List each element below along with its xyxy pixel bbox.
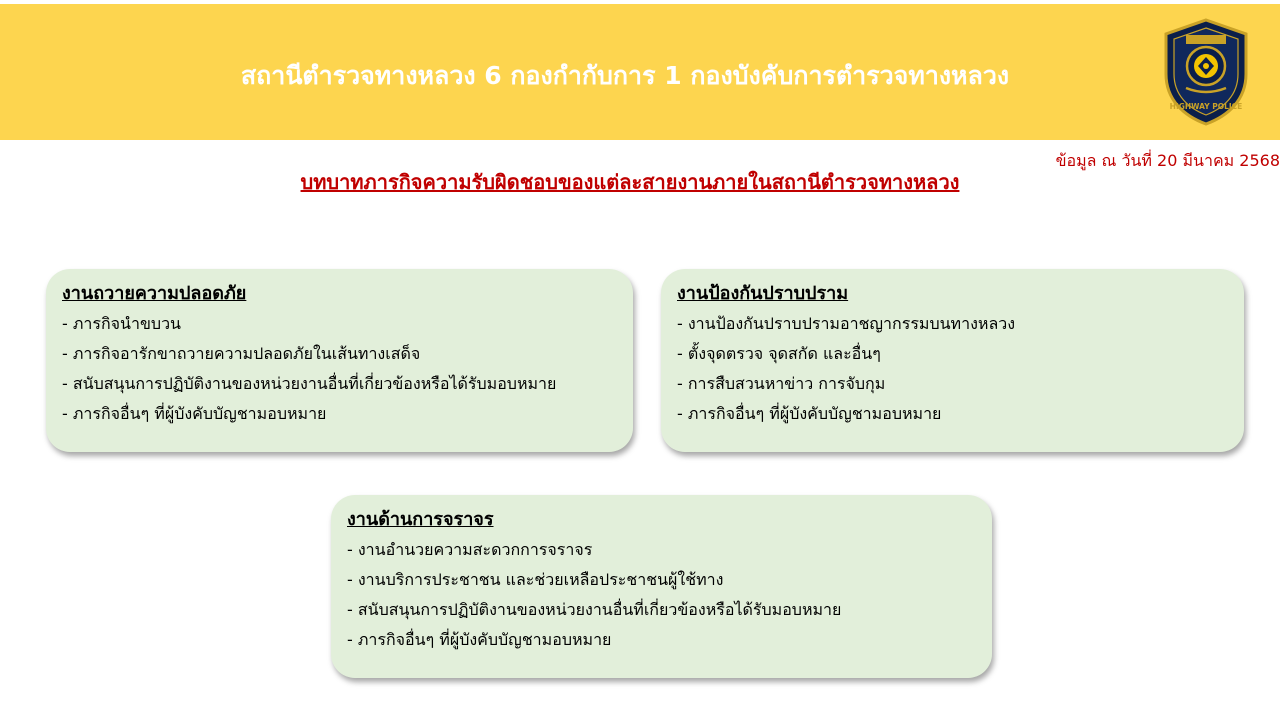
card-item-list bbox=[62, 309, 617, 429]
highway-police-logo bbox=[1158, 16, 1254, 128]
list-item: - งานป้องกันปราบปรามอาชญากรรมบนทางหลวง bbox=[677, 314, 1016, 333]
list-item: - ภารกิจอื่นๆ ที่ผู้บังคับบัญชามอบหมาย bbox=[347, 630, 612, 649]
list-item: - งานอำนวยความสะดวกการจราจร bbox=[347, 540, 593, 559]
list-item: - งานบริการประชาชน และช่วยเหลือประชาชนผู้ใช้ทาง bbox=[347, 570, 724, 589]
card-title: งานถวายความปลอดภัย bbox=[62, 283, 247, 304]
list-item: - ภารกิจนำขบวน bbox=[62, 314, 181, 333]
card-item-list bbox=[347, 535, 976, 655]
list-item: - ภารกิจอารักขาถวายความปลอดภัยในเส้นทางเสด็จ bbox=[62, 344, 421, 363]
card-title: งานป้องกันปราบปราม bbox=[677, 283, 849, 304]
logo-text: HIGHWAY POLICE bbox=[1169, 102, 1243, 111]
header-banner bbox=[0, 4, 1280, 140]
card-royal-security bbox=[46, 269, 633, 452]
page-subtitle: บทบาทภารกิจความรับผิดชอบของแต่ละสายงานภายในสถานีตำรวจทางหลวง bbox=[300, 170, 960, 194]
card-title: งานด้านการจราจร bbox=[347, 509, 494, 530]
page-title: สถานีตำรวจทางหลวง 6 กองกำกับการ 1 กองบังคับการตำรวจทางหลวง bbox=[240, 61, 1010, 90]
card-item-list bbox=[677, 309, 1228, 429]
list-item: - สนับสนุนการปฏิบัติงานของหน่วยงานอื่นที่เกี่ยวข้องหรือได้รับมอบหมาย bbox=[347, 600, 842, 619]
data-date: ข้อมูล ณ วันที่ 20 มีนาคม 2568 bbox=[1055, 151, 1280, 170]
card-traffic bbox=[331, 495, 992, 678]
list-item: - การสืบสวนหาข่าว การจับกุม bbox=[677, 374, 886, 393]
list-item: - ตั้งจุดตรวจ จุดสกัด และอื่นๆ bbox=[677, 344, 881, 363]
list-item: - ภารกิจอื่นๆ ที่ผู้บังคับบัญชามอบหมาย bbox=[62, 404, 327, 423]
list-item: - สนับสนุนการปฏิบัติงานของหน่วยงานอื่นที่เกี่ยวข้องหรือได้รับมอบหมาย bbox=[62, 374, 557, 393]
list-item: - ภารกิจอื่นๆ ที่ผู้บังคับบัญชามอบหมาย bbox=[677, 404, 942, 423]
card-crime-prevention bbox=[661, 269, 1244, 452]
